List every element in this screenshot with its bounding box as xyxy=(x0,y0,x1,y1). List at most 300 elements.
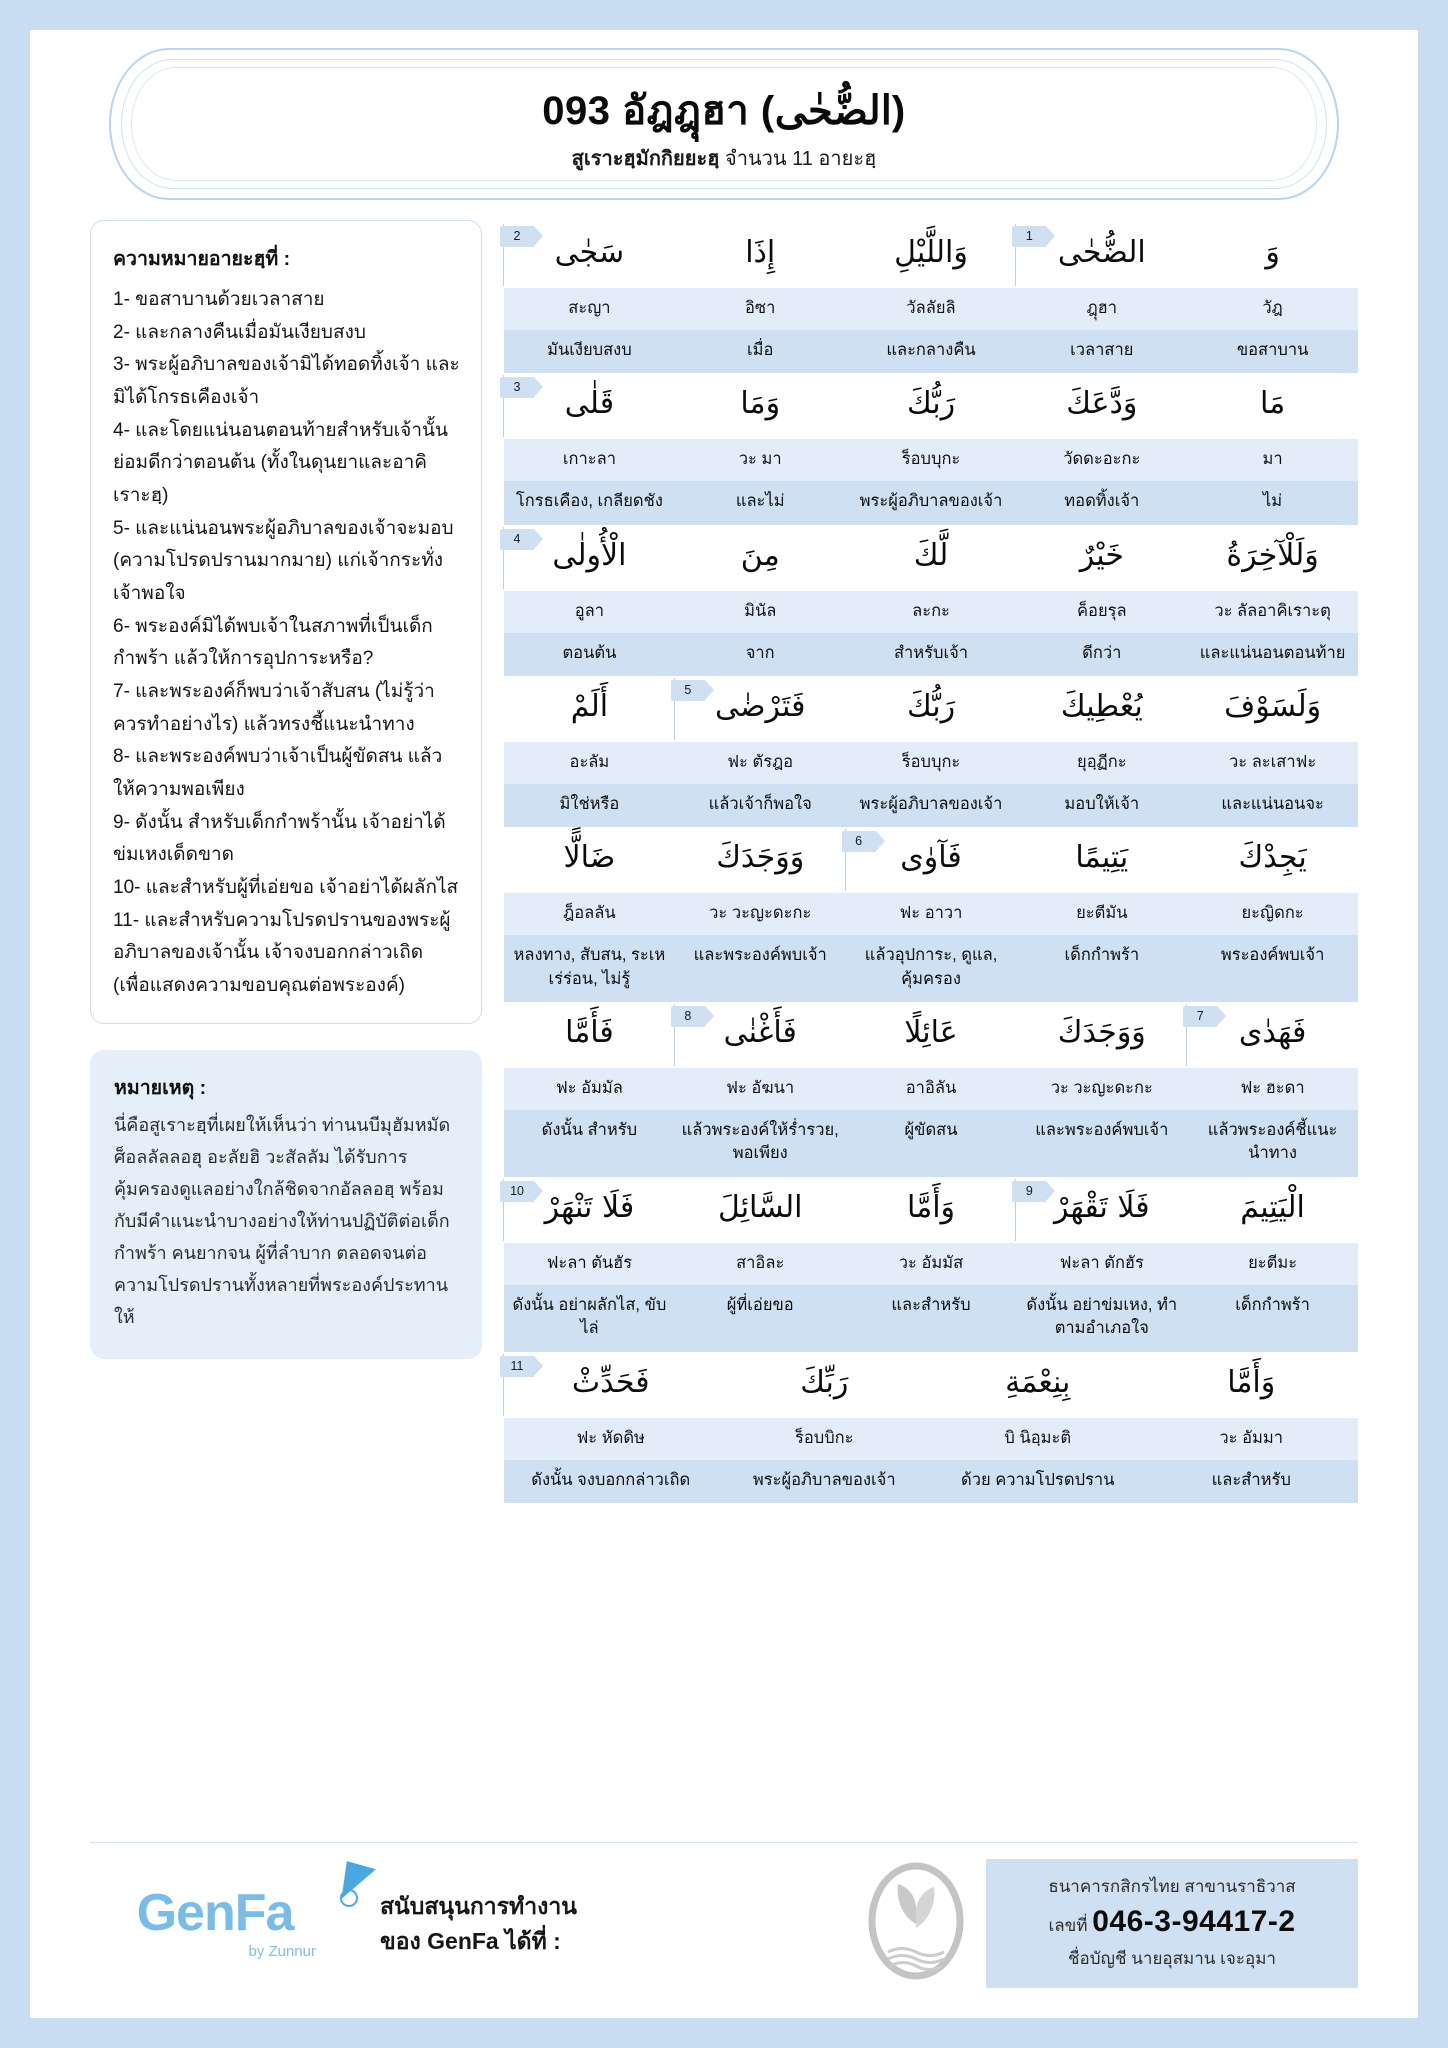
support-line-1: สนับสนุนการทำงาน xyxy=(380,1893,577,1919)
transliteration-word: อูลา xyxy=(574,601,605,620)
verse-cell xyxy=(846,893,1017,935)
verse-cell xyxy=(1016,373,1187,439)
verse-cell xyxy=(504,481,675,524)
arabic-line xyxy=(504,525,1358,591)
verse-cell xyxy=(718,1460,932,1503)
thai-meaning: พระผู้อภิบาลของเจ้า xyxy=(859,492,1003,511)
verse-cell xyxy=(1016,893,1187,935)
page-title: 093 อัฎฎุฮา (الضُّحٰى) xyxy=(542,89,906,133)
arabic-word: فَلَا تَنْهَرْ xyxy=(544,1189,635,1225)
verse-cell xyxy=(504,1177,675,1243)
sidebar xyxy=(90,220,482,1503)
verse-cell xyxy=(1187,1002,1358,1068)
arabic-word: قَلٰى xyxy=(564,386,615,422)
thai-line xyxy=(504,330,1358,373)
footer xyxy=(90,1842,1358,1992)
verse-row xyxy=(504,1002,1358,1177)
thai-meaning: เด็กกำพร้า xyxy=(1235,1295,1310,1314)
thai-line xyxy=(504,1285,1358,1352)
meaning-item: 11- และสำหรับความโปรดปรานของพระผู้อภิบาลของเจ้านั้น เจ้าจงบอกกล่าวเถิด (เพื่อแสดงความขอบคุณต่อพระองค์) xyxy=(113,909,451,997)
verse-cell xyxy=(846,676,1017,742)
ayah-number-badge: 8 xyxy=(671,1006,705,1027)
verse-table xyxy=(504,220,1358,1503)
transliteration-word: ละกะ xyxy=(912,601,950,620)
verse-cell xyxy=(504,1352,718,1418)
verse-cell xyxy=(675,827,846,893)
transliteration-word: วะ ลัลอาคิเราะตุ xyxy=(1214,601,1331,620)
verse-cell xyxy=(1187,330,1358,373)
thai-meaning: ผู้ขัดสน xyxy=(904,1121,958,1140)
meaning-item: 8- และพระองค์พบว่าเจ้าเป็นผู้ขัดสน แล้วให้ความพอเพียง xyxy=(113,746,443,801)
arabic-word: السَّائِلَ xyxy=(717,1189,803,1225)
thai-meaning: มิใช่หรือ xyxy=(559,794,620,813)
bank-account-line xyxy=(1008,1905,1336,1939)
thai-meaning: และไม่ xyxy=(735,492,785,511)
thai-meaning: และพระองค์พบเจ้า xyxy=(693,946,827,965)
verse-cell xyxy=(718,1352,932,1418)
thai-meaning: จาก xyxy=(745,643,775,662)
bank-details xyxy=(986,1859,1358,1988)
verse-cell xyxy=(1016,525,1187,591)
arabic-word: الْيَتِيمَ xyxy=(1240,1189,1305,1225)
document-page xyxy=(30,30,1418,2018)
thai-line xyxy=(504,784,1358,827)
account-holder: ชื่อบัญชี นายอุสมาน เจะอุมา xyxy=(1068,1949,1276,1968)
ayah-number-badge: 3 xyxy=(500,377,534,398)
verse-cell xyxy=(504,330,675,373)
verse-cell xyxy=(1187,742,1358,784)
arabic-word: خَيْرٌ xyxy=(1079,537,1124,573)
verse-cell xyxy=(1016,1285,1187,1352)
arabic-word: أَلَمْ xyxy=(570,689,609,725)
transliteration-word: ยุอฺฏีกะ xyxy=(1077,753,1127,772)
transliteration-word: บิ นิอฺมะติ xyxy=(1004,1428,1072,1447)
verse-cell xyxy=(846,525,1017,591)
verse-cell xyxy=(1187,784,1358,827)
verse-cell xyxy=(1187,288,1358,330)
thai-meaning: แล้วเจ้าก็พอใจ xyxy=(708,794,812,813)
arabic-word: سَجٰى xyxy=(554,235,625,270)
verse-cell xyxy=(504,373,675,439)
meaning-item: 2- และกลางคืนเมื่อมันเงียบสงบ xyxy=(113,321,366,343)
verse-cell xyxy=(1187,439,1358,481)
verse-cell xyxy=(1187,1285,1358,1352)
thai-meaning: พระผู้อภิบาลของเจ้า xyxy=(752,1470,896,1489)
verse-cell xyxy=(1187,1243,1358,1285)
thai-meaning: หลงทาง, สับสน, ระเหเร่ร่อน, ไม่รู้ xyxy=(513,946,666,988)
verse-cell xyxy=(504,1110,675,1177)
arabic-word: يُعْطِيكَ xyxy=(1060,689,1143,725)
verse-cell xyxy=(675,935,846,1002)
thai-meaning: ตอนต้น xyxy=(562,643,617,662)
verse-cell xyxy=(1016,439,1187,481)
transliteration-word: อะลัม xyxy=(569,753,610,772)
thai-meaning: และแน่นอนตอนท้าย xyxy=(1199,643,1346,662)
verse-cell xyxy=(1187,1110,1358,1177)
ayah-number-badge: 6 xyxy=(842,831,876,852)
thai-meaning: เวลาสาย xyxy=(1070,340,1134,359)
arabic-word: وَاللَّيْلِ xyxy=(894,235,968,270)
verse-cell xyxy=(846,742,1017,784)
verse-cell xyxy=(1187,633,1358,676)
verse-cell xyxy=(1016,1177,1187,1243)
verse-cell xyxy=(1187,676,1358,742)
verse-cell xyxy=(675,1177,846,1243)
transliteration-word: ฟะ ตัรฎอ xyxy=(727,753,794,772)
verse-cell xyxy=(1016,827,1187,893)
ayah-number-badge: 5 xyxy=(671,680,705,701)
genfa-logo xyxy=(90,1884,340,1960)
verse-cell xyxy=(675,1243,846,1285)
verse-cell xyxy=(846,481,1017,524)
verse-cell xyxy=(718,1418,932,1460)
transliteration-word: ฎ็อลลัน xyxy=(563,904,616,923)
thai-meaning: ดังนั้น อย่าผลักไส, ขับไล่ xyxy=(512,1295,667,1338)
verse-cell xyxy=(1187,525,1358,591)
thai-meaning: ทอดทิ้งเจ้า xyxy=(1064,492,1140,511)
subtitle-bold: สูเราะฮฺมักกิยยะฮฺ xyxy=(571,148,720,170)
meaning-item: 6- พระองค์มิได้พบเจ้าในสภาพที่เป็นเด็กกำพร้า แล้วให้การอุปการะหรือ? xyxy=(113,615,433,670)
arabic-word: مَا xyxy=(1259,386,1286,422)
transliteration-word: วะ ละเสาฟะ xyxy=(1228,753,1317,772)
thai-line xyxy=(504,935,1358,1002)
verse-row xyxy=(504,676,1358,827)
ring-icon xyxy=(340,1889,358,1907)
thai-meaning: ดังนั้น อย่าข่มเหง, ทำตามอำเภอใจ xyxy=(1026,1295,1178,1338)
verse-cell xyxy=(504,633,675,676)
arabic-word: وَلَسَوْفَ xyxy=(1224,689,1322,725)
verse-cell xyxy=(931,1418,1145,1460)
verse-cell xyxy=(1145,1460,1359,1503)
transliteration-word: ฟะ อัฆนา xyxy=(726,1079,795,1098)
transliteration-line xyxy=(504,439,1358,481)
transliteration-line xyxy=(504,742,1358,784)
verse-cell xyxy=(675,893,846,935)
arabic-word: الْأُولٰى xyxy=(552,537,627,573)
thai-meaning: ด้วย ความโปรดปราน xyxy=(961,1470,1115,1489)
transliteration-word: ฟะลา ตักฮัร xyxy=(1059,1253,1144,1272)
thai-meaning: พระผู้อภิบาลของเจ้า xyxy=(859,794,1003,813)
verse-cell xyxy=(1187,827,1358,893)
ayah-number-badge: 10 xyxy=(500,1181,534,1202)
thai-meaning: เมื่อ xyxy=(746,340,774,359)
verse-cell xyxy=(1016,742,1187,784)
verse-row xyxy=(504,525,1358,676)
body xyxy=(30,220,1418,1503)
transliteration-word: มินัล xyxy=(744,601,777,620)
thai-meaning: ดังนั้น สำหรับ xyxy=(541,1121,638,1140)
verse-cell xyxy=(846,591,1017,633)
verse-cell xyxy=(675,742,846,784)
verse-cell xyxy=(1016,222,1187,288)
arabic-word: بِنِعْمَةِ xyxy=(1005,1364,1071,1400)
transliteration-word: ฟะลา ตันฮัร xyxy=(546,1253,633,1272)
thai-meaning: มอบให้เจ้า xyxy=(1064,794,1140,813)
verse-cell xyxy=(1016,1002,1187,1068)
verse-cell xyxy=(1016,288,1187,330)
arabic-word: فَتَرْضٰى xyxy=(714,689,806,725)
verse-cell xyxy=(675,373,846,439)
arabic-word: رَبِّكَ xyxy=(800,1364,849,1400)
verse-cell xyxy=(675,288,846,330)
verse-cell xyxy=(675,633,846,676)
transliteration-word: ฟะ ฮะดา xyxy=(1240,1079,1305,1098)
arabic-word: فَهَدٰى xyxy=(1238,1015,1307,1051)
verse-cell xyxy=(1016,1243,1187,1285)
verse-cell xyxy=(931,1352,1145,1418)
transliteration-word: ค็อยรุล xyxy=(1077,601,1127,620)
page-subtitle xyxy=(111,142,1337,174)
transliteration-word: อาอิลัน xyxy=(905,1079,957,1098)
transliteration-word: สะญา xyxy=(568,299,611,317)
arabic-line xyxy=(504,373,1358,439)
thai-meaning: พระองค์พบเจ้า xyxy=(1220,946,1325,965)
verse-cell xyxy=(846,1285,1017,1352)
arabic-word: يَجِدْكَ xyxy=(1238,840,1307,876)
thai-meaning: ขอสาบาน xyxy=(1236,340,1309,359)
arabic-word: رَبُّكَ xyxy=(906,386,956,422)
arabic-word: وَوَجَدَكَ xyxy=(1057,1015,1146,1051)
verse-cell xyxy=(675,439,846,481)
meaning-item: 7- และพระองค์ก็พบว่าเจ้าสับสน (ไม่รู้ว่าควรทำอย่างไร) แล้วทรงชี้แนะนำทาง xyxy=(113,681,435,735)
header xyxy=(109,30,1339,220)
meaning-item: 4- และโดยแน่นอนตอนท้ายสำหรับเจ้านั้นย่อมดีกว่าตอนต้น (ทั้งในดุนยาและอาคิเราะฮฺ) xyxy=(113,419,448,507)
transliteration-word: ฟะ หัดดิษ xyxy=(576,1428,645,1447)
verse-cell xyxy=(675,481,846,524)
transliteration-word: ฟะ อาวา xyxy=(899,904,963,923)
subtitle-rest: จำนวน 11 อายะฮฺ xyxy=(725,148,877,170)
transliteration-word: วะ วะญะดะกะ xyxy=(709,904,812,923)
account-number: 046-3-94417-2 xyxy=(1092,1905,1296,1938)
verse-cell xyxy=(504,1460,718,1503)
ayah-number-badge: 7 xyxy=(1183,1006,1217,1027)
thai-line xyxy=(504,633,1358,676)
verse-cell xyxy=(1187,893,1358,935)
arabic-word: لَّكَ xyxy=(913,537,949,573)
meaning-item: 1- ขอสาบานด้วยเวลาสาย xyxy=(113,289,325,310)
verse-cell xyxy=(846,633,1017,676)
thai-meaning: โกรธเคือง, เกลียดชัง xyxy=(515,492,663,511)
transliteration-word: ฎุฮา xyxy=(1086,299,1118,317)
verse-cell xyxy=(1016,633,1187,676)
arabic-line xyxy=(504,1002,1358,1068)
logo-wordmark: GenFa xyxy=(136,1884,294,1942)
transliteration-word: สาอิละ xyxy=(736,1253,785,1272)
verse-cell xyxy=(1016,784,1187,827)
meaning-item: 5- และแน่นอนพระผู้อภิบาลของเจ้าจะมอบ (ความโปรดปรานมากมาย) แก่เจ้ากระทั่งเจ้าพอใจ xyxy=(113,517,454,605)
verse-cell xyxy=(1187,1068,1358,1110)
arabic-word: وَأَمَّا xyxy=(1227,1364,1276,1400)
meaning-item: 9- ดังนั้น สำหรับเด็กกำพร้านั้น เจ้าอย่าได้ข่มเหงเด็ดขาด xyxy=(113,811,446,866)
verse-cell xyxy=(504,222,675,288)
verse-cell xyxy=(1187,373,1358,439)
ayah-number-badge: 4 xyxy=(500,529,534,550)
kbank-logo-icon xyxy=(864,1860,968,1987)
verse-cell xyxy=(504,827,675,893)
arabic-word: رَبُّكَ xyxy=(906,689,956,725)
arabic-word: الضُّحٰى xyxy=(1057,235,1146,270)
arabic-word: فَأَمَّا xyxy=(565,1015,614,1051)
thai-meaning: แล้วพระองค์ให้ร่ำรวย, พอเพียง xyxy=(681,1121,839,1163)
arabic-word: ضَالًّا xyxy=(563,840,616,876)
arabic-word: وَدَّعَكَ xyxy=(1066,386,1138,422)
verse-cell xyxy=(504,893,675,935)
verse-cell xyxy=(1187,591,1358,633)
arabic-word: يَتِيمًا xyxy=(1075,840,1129,876)
arabic-word: إِذَا xyxy=(745,235,776,270)
verse-cell xyxy=(504,1002,675,1068)
verse-cell xyxy=(504,288,675,330)
transliteration-word: มา xyxy=(1262,450,1283,469)
verse-cell xyxy=(1016,1110,1187,1177)
verse-cell xyxy=(675,1110,846,1177)
logo-byline: by Zunnur xyxy=(248,1943,316,1960)
verse-cell xyxy=(675,1002,846,1068)
arabic-line xyxy=(504,222,1358,288)
verse-cell xyxy=(1016,935,1187,1002)
verse-cell xyxy=(675,222,846,288)
verse-cell xyxy=(675,330,846,373)
verse-cell xyxy=(1145,1352,1359,1418)
transliteration-word: ร็อบบุกะ xyxy=(901,450,961,469)
verse-cell xyxy=(504,935,675,1002)
thai-meaning: และกลางคืน xyxy=(886,340,976,359)
arabic-line xyxy=(504,676,1358,742)
verse-cell xyxy=(504,525,675,591)
arabic-line xyxy=(504,1352,1358,1418)
verse-cell xyxy=(504,784,675,827)
thai-meaning: เด็กกำพร้า xyxy=(1064,946,1140,965)
verse-cell xyxy=(846,222,1017,288)
verse-cell xyxy=(675,676,846,742)
meanings-list xyxy=(113,284,461,1003)
transliteration-word: วัฎ xyxy=(1262,299,1283,317)
verse-cell xyxy=(504,1285,675,1352)
verse-cell xyxy=(846,827,1017,893)
transliteration-word: วะ อัมมา xyxy=(1219,1428,1284,1447)
thai-meaning: และสำหรับ xyxy=(891,1295,971,1314)
transliteration-word: ร็อบบุกะ xyxy=(901,753,961,772)
thai-line xyxy=(504,1110,1358,1177)
arabic-line xyxy=(504,1177,1358,1243)
meanings-card xyxy=(90,220,482,1024)
verse-row xyxy=(504,827,1358,1002)
meanings-heading: ความหมายอายะฮฺที่ : xyxy=(113,248,291,270)
verse-cell xyxy=(1016,481,1187,524)
verse-cell xyxy=(675,525,846,591)
arabic-word: فَلَا تَقْهَرْ xyxy=(1053,1189,1150,1225)
transliteration-word: ฟะ อัมมัล xyxy=(555,1079,623,1098)
verse-cell xyxy=(846,784,1017,827)
verse-cell xyxy=(675,1285,846,1352)
verse-cell xyxy=(675,784,846,827)
transliteration-word: ยะญิดกะ xyxy=(1241,904,1304,923)
support-line-2: ของ GenFa ได้ที่ : xyxy=(380,1927,561,1954)
arabic-word: عَائِلًا xyxy=(904,1015,958,1051)
verse-cell xyxy=(504,1243,675,1285)
verse-cell xyxy=(675,591,846,633)
ayah-number-badge: 2 xyxy=(500,226,534,247)
verse-cell xyxy=(846,1068,1017,1110)
verse-cell xyxy=(504,1068,675,1110)
transliteration-word: วะ วะญะดะกะ xyxy=(1050,1079,1153,1098)
arabic-word: وَأَمَّا xyxy=(906,1189,956,1225)
notes-card xyxy=(90,1050,482,1359)
verse-cell xyxy=(931,1460,1145,1503)
arabic-word: فَحَدِّثْ xyxy=(571,1364,650,1400)
transliteration-line xyxy=(504,893,1358,935)
verse-row xyxy=(504,1177,1358,1352)
account-label: เลขที่ xyxy=(1048,1916,1088,1935)
verse-cell xyxy=(1187,222,1358,288)
arabic-word: فَآوٰى xyxy=(900,840,962,876)
transliteration-line xyxy=(504,591,1358,633)
arabic-line xyxy=(504,827,1358,893)
thai-meaning: และแน่นอนจะ xyxy=(1221,794,1324,813)
thai-meaning: และพระองค์พบเจ้า xyxy=(1035,1121,1169,1140)
verse-cell xyxy=(1145,1418,1359,1460)
verse-cell xyxy=(1187,481,1358,524)
verse-cell xyxy=(1187,935,1358,1002)
transliteration-word: วะ อัมมัส xyxy=(898,1253,964,1272)
thai-meaning: ไม่ xyxy=(1263,492,1283,511)
verse-cell xyxy=(504,742,675,784)
thai-meaning: มันเงียบสงบ xyxy=(547,340,632,359)
meaning-item: 3- พระผู้อภิบาลของเจ้ามิได้ทอดทิ้งเจ้า และมิได้โกรธเคืองเจ้า xyxy=(113,354,460,409)
transliteration-word: ร็อบบิกะ xyxy=(794,1428,854,1447)
verse-cell xyxy=(846,1110,1017,1177)
verse-row xyxy=(504,222,1358,373)
transliteration-word: วัลลัยลิ xyxy=(906,299,956,317)
verse-cell xyxy=(504,1418,718,1460)
verse-cell xyxy=(504,676,675,742)
notes-heading: หมายเหตุ : xyxy=(114,1076,207,1099)
verse-cell xyxy=(1016,591,1187,633)
arabic-word: وَلَلْآخِرَةُ xyxy=(1226,537,1319,573)
transliteration-word: อิซา xyxy=(745,299,776,317)
bank-name: ธนาคารกสิกรไทย สาขานราธิวาส xyxy=(1048,1877,1296,1896)
thai-meaning: ดีกว่า xyxy=(1082,643,1122,662)
verse-cell xyxy=(1016,676,1187,742)
verse-cell xyxy=(846,1002,1017,1068)
ayah-number-badge: 11 xyxy=(500,1356,534,1377)
verse-cell xyxy=(846,439,1017,481)
verse-cell xyxy=(846,935,1017,1002)
thai-line xyxy=(504,1460,1358,1503)
thai-meaning: ดังนั้น จงบอกกล่าวเถิด xyxy=(531,1470,691,1489)
verse-cell xyxy=(846,330,1017,373)
support-text xyxy=(380,1889,577,1958)
transliteration-word: ยะตีมะ xyxy=(1248,1253,1298,1272)
transliteration-word: วะ มา xyxy=(738,450,782,469)
verse-cell xyxy=(846,288,1017,330)
transliteration-line xyxy=(504,1243,1358,1285)
ornate-frame xyxy=(109,48,1339,200)
transliteration-line xyxy=(504,288,1358,330)
verse-cell xyxy=(1016,1068,1187,1110)
ayah-number-badge: 9 xyxy=(1012,1181,1046,1202)
thai-meaning: แล้วอุปการะ, ดูแล, คุ้มครอง xyxy=(864,946,998,988)
thai-meaning: และสำหรับ xyxy=(1211,1470,1291,1489)
verse-cell xyxy=(846,373,1017,439)
verse-cell xyxy=(846,1177,1017,1243)
verse-row xyxy=(504,373,1358,524)
thai-line xyxy=(504,481,1358,524)
thai-meaning: ผู้ที่เอ่ยขอ xyxy=(726,1295,794,1314)
transliteration-line xyxy=(504,1418,1358,1460)
verse-cell xyxy=(846,1243,1017,1285)
thai-meaning: แล้วพระองค์ชี้แนะนำทาง xyxy=(1207,1121,1338,1163)
